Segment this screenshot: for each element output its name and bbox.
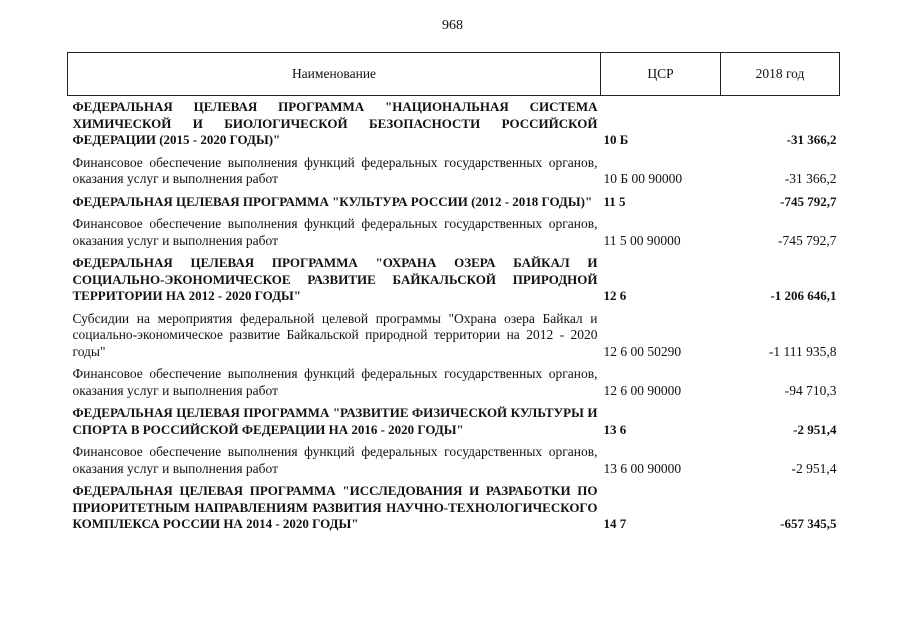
row-code: 13 6 00 90000 [603, 460, 682, 476]
row-code: 11 5 00 90000 [603, 232, 681, 248]
row-amount: -657 345,5 [780, 516, 837, 531]
program-row [68, 479, 840, 535]
row-code: 11 5 [603, 193, 626, 209]
row-code: 10 Б [603, 132, 629, 147]
row-amount: -2 951,4 [791, 460, 837, 476]
header-name: Наименование [68, 53, 601, 96]
row-name: ФЕДЕРАЛЬНАЯ ЦЕЛЕВАЯ ПРОГРАММА "КУЛЬТУРА РОССИИ (2012 - 2018 ГОДЫ)" [72, 193, 593, 209]
row-code: 12 6 00 90000 [603, 382, 682, 398]
page-number: 968 [442, 18, 463, 33]
row-name: Финансовое обеспечение выполнения функций федеральных государственных органов, оказания услуг и выполнения работ [72, 216, 598, 248]
row-code: 14 7 [603, 516, 627, 531]
program-row [68, 190, 840, 213]
table-body [68, 96, 840, 535]
item-row [68, 362, 840, 401]
program-row [68, 96, 840, 151]
row-amount: -745 792,7 [780, 193, 837, 209]
row-name: ФЕДЕРАЛЬНАЯ ЦЕЛЕВАЯ ПРОГРАММА "РАЗВИТИЕ ФИЗИЧЕСКОЙ КУЛЬТУРЫ И СПОРТА В РОССИЙСКОЙ ФЕДЕРАЦИИ НА 2016 - 2020 ГОДЫ" [72, 405, 598, 437]
program-row [68, 251, 840, 307]
row-name: ФЕДЕРАЛЬНАЯ ЦЕЛЕВАЯ ПРОГРАММА "ИССЛЕДОВАНИЯ И РАЗРАБОТКИ ПО ПРИОРИТЕТНЫМ НАПРАВЛЕНИЯМ РАЗВИТИЯ НАУЧНО-ТЕХНОЛОГИЧЕСКОГО КОМПЛЕКСА РОССИИ НА 2014 - 2020 ГОДЫ" [72, 483, 598, 531]
row-name: Субсидии на мероприятия федеральной целевой программы "Охрана озера Байкал и социально-экономическое развитие Байкальской природной территории на 2012 - 2020 годы" [72, 310, 598, 359]
item-row [68, 440, 840, 479]
row-amount: -31 366,2 [786, 132, 837, 147]
row-name: ФЕДЕРАЛЬНАЯ ЦЕЛЕВАЯ ПРОГРАММА "ОХРАНА ОЗЕРА БАЙКАЛ И СОЦИАЛЬНО-ЭКОНОМИЧЕСКОЕ РАЗВИТИЕ БАЙКАЛЬСКОЙ ПРИРОДНОЙ ТЕРРИТОРИИ НА 2012 - 2020 ГОДЫ" [72, 255, 598, 303]
row-amount: -745 792,7 [778, 232, 837, 248]
table-header [68, 53, 840, 96]
row-amount: -2 951,4 [793, 421, 837, 437]
row-code: 12 6 [603, 288, 627, 303]
row-amount: -1 111 935,8 [768, 343, 837, 359]
row-name: Финансовое обеспечение выполнения функций федеральных государственных органов, оказания услуг и выполнения работ [72, 444, 598, 476]
row-name: ФЕДЕРАЛЬНАЯ ЦЕЛЕВАЯ ПРОГРАММА "НАЦИОНАЛЬНАЯ СИСТЕМА ХИМИЧЕСКОЙ И БИОЛОГИЧЕСКОЙ БЕЗОПАСНОСТИ РОССИЙСКОЙ ФЕДЕРАЦИИ (2015 - 2020 ГОДЫ)" [72, 99, 598, 147]
row-code: 12 6 00 50290 [603, 343, 682, 359]
row-amount: -31 366,2 [784, 171, 837, 186]
row-amount: -94 710,3 [784, 382, 837, 398]
row-name: Финансовое обеспечение выполнения функций федеральных государственных органов, оказания услуг и выполнения работ [72, 154, 598, 186]
row-name: Финансовое обеспечение выполнения функций федеральных государственных органов, оказания услуг и выполнения работ [72, 366, 598, 398]
row-code: 10 Б 00 90000 [603, 171, 683, 186]
header-row [68, 53, 840, 96]
row-code: 13 6 [603, 421, 627, 437]
header-year: 2018 год [721, 53, 840, 96]
budget-table [67, 52, 840, 535]
header-code: ЦСР [601, 53, 721, 96]
item-row [68, 307, 840, 363]
row-amount: -1 206 646,1 [770, 288, 837, 303]
program-row [68, 401, 840, 440]
item-row [68, 212, 840, 251]
item-row [68, 151, 840, 190]
